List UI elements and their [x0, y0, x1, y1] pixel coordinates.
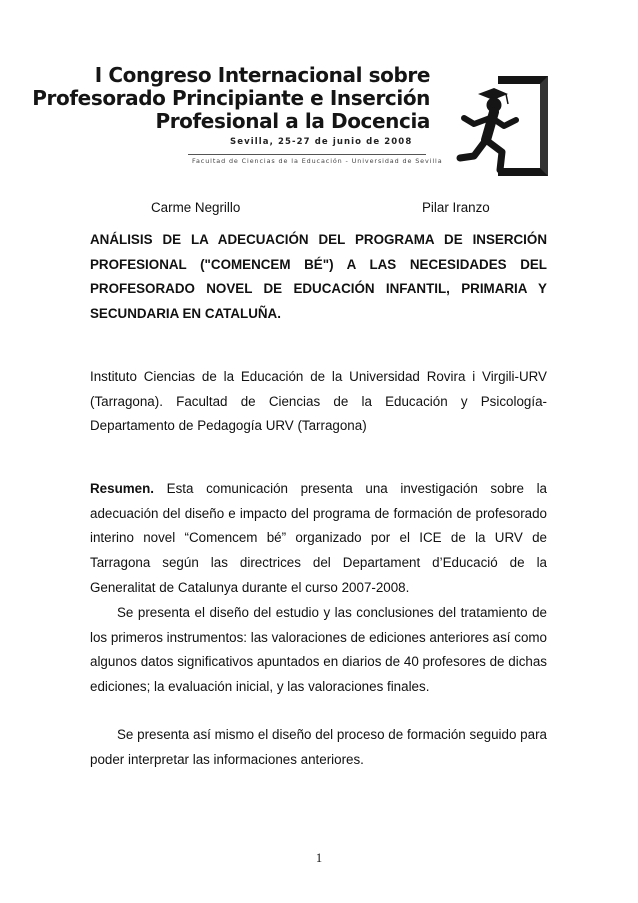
- congress-title-line-3: Profesional a la Docencia: [155, 109, 430, 133]
- banner-divider: [188, 154, 426, 155]
- paper-title: ANÁLISIS DE LA ADECUACIÓN DEL PROGRAMA DE INSERCIÓN PROFESIONAL ("COMENCEM BÉ") A LAS NECESIDADES DEL PROFESORADO NOVEL DE EDUCACIÓN INFANTIL, PRIMARIA Y SECUNDARIA EN CATALUÑA.: [90, 232, 547, 322]
- abstract-label: Resumen.: [90, 481, 154, 496]
- congress-banner: [32, 60, 548, 178]
- author-name: Pilar Iranzo: [422, 200, 490, 215]
- body-paragraph: Se presenta el diseño del estudio y las conclusiones del tratamiento de los primeros instrumentos: las valoraciones de ediciones anteriores así como algunos datos significativos apuntados en diarios de 40 profesores de dichas ediciones; la evaluación inicial, y las valoraciones finales.: [90, 605, 547, 695]
- author-name: Carme Negrillo: [151, 200, 241, 215]
- congress-dates: Sevilla, 25-27 de junio de 2008: [230, 137, 413, 147]
- affiliation: Instituto Ciencias de la Educación de la Universidad Rovira i Virgili-URV (Tarragona). Facultad de Ciencias de la Educación y Psicología-Departamento de Pedagogía URV (Tarragona): [90, 369, 547, 434]
- door-leaf: [540, 76, 548, 176]
- graduate-figure: [460, 88, 516, 170]
- abstract-text: Esta comunicación presenta una investigación sobre la adecuación del diseño e impacto del programa de formación de profesorado interino novel “Comencem bé” organizado por el ICE de la URV de Tarragona según las directrices del Departament d’Educació de la Generalitat de Catalunya durante el curso 2007-2008.: [90, 481, 547, 595]
- abstract: [90, 477, 547, 601]
- exit-door-logo: [456, 74, 550, 178]
- body-paragraph: Se presenta así mismo el diseño del proceso de formación seguido para poder interpretar las informaciones anteriores.: [90, 727, 547, 767]
- congress-title-line-1: I Congreso Internacional sobre: [94, 63, 430, 87]
- page-number: 1: [315, 851, 323, 865]
- congress-title-line-2: Profesorado Principiante e Inserción: [32, 86, 430, 110]
- congress-title: [32, 64, 430, 133]
- congress-faculty: Facultad de Ciencias de la Educación - Universidad de Sevilla: [192, 157, 443, 165]
